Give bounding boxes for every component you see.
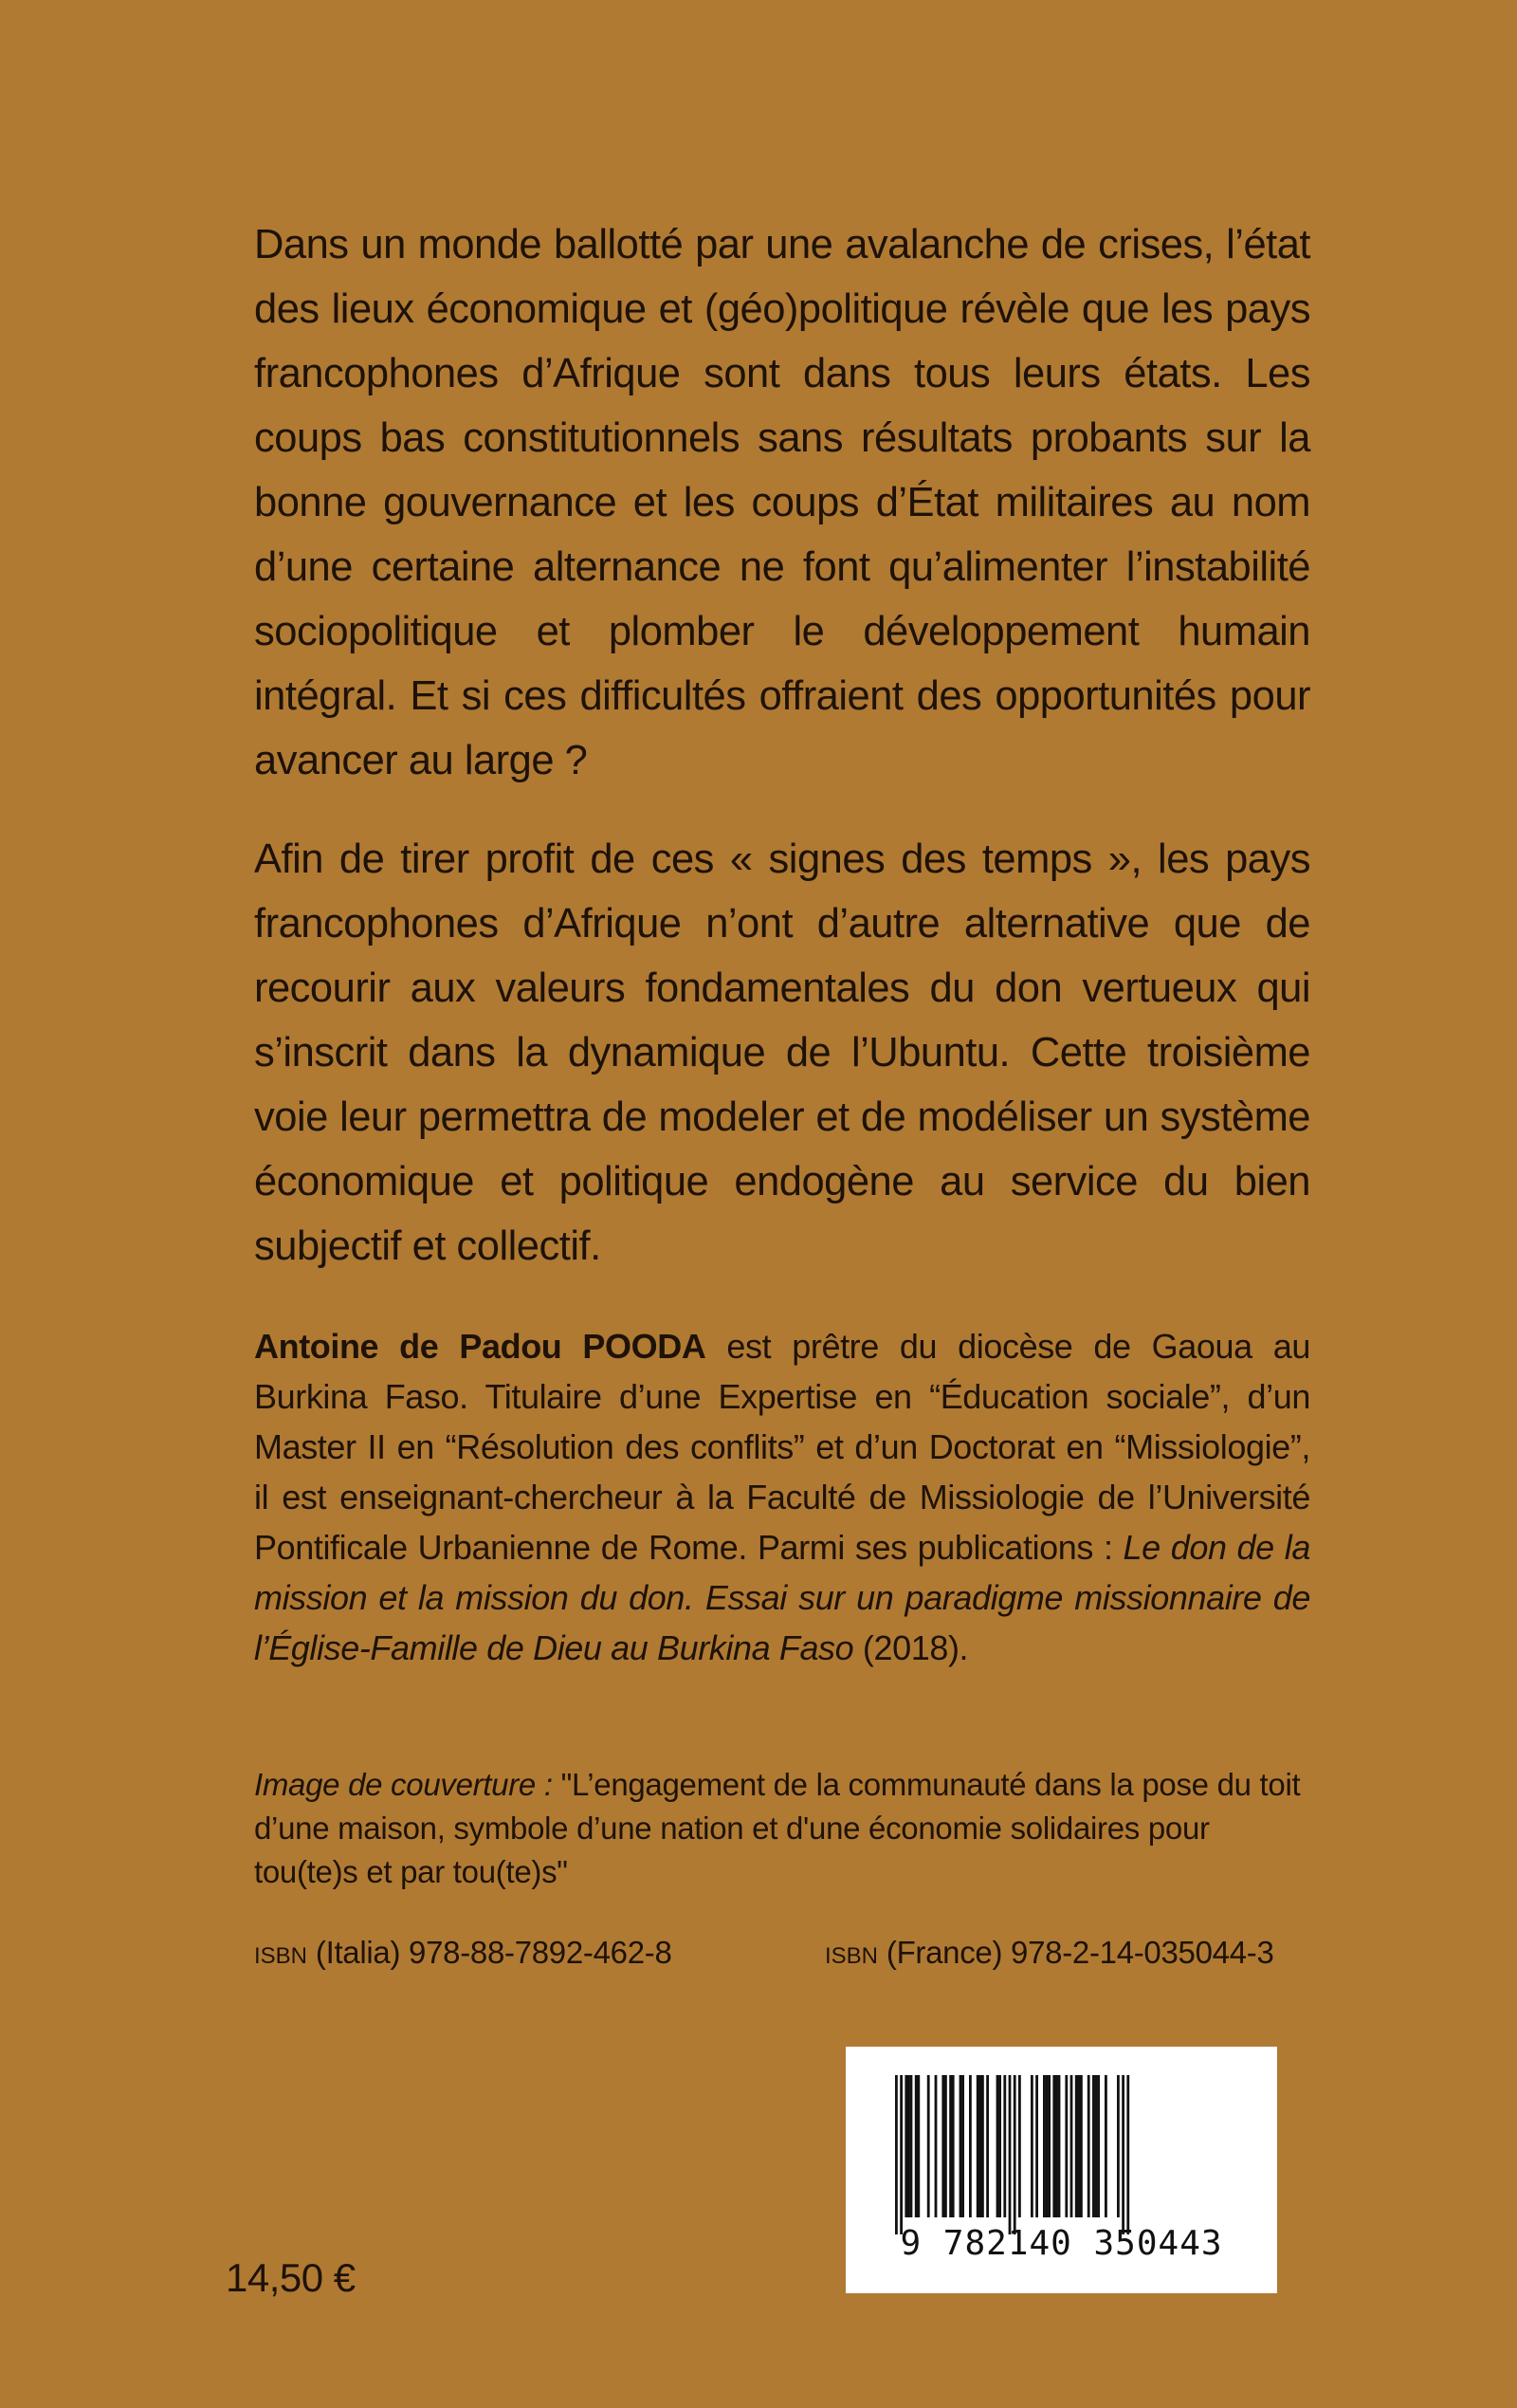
barcode-bar bbox=[952, 2075, 955, 2217]
price: 14,50 € bbox=[226, 2255, 356, 2300]
author-bio-paragraph bbox=[254, 1321, 1310, 1673]
barcode-bar bbox=[1035, 2075, 1038, 2217]
barcode-bar bbox=[1009, 2075, 1012, 2234]
barcode-bar bbox=[915, 2075, 918, 2217]
barcode-bar bbox=[986, 2075, 989, 2217]
barcode-bar bbox=[1003, 2075, 1006, 2217]
barcode bbox=[846, 2047, 1277, 2293]
barcode-bar bbox=[1092, 2075, 1095, 2217]
isbn-country-france: (France) bbox=[878, 1935, 1012, 1970]
barcode-bar bbox=[961, 2075, 964, 2217]
isbn-number-france: 978-2-14-035044-3 bbox=[1011, 1935, 1274, 1970]
barcode-bar bbox=[1055, 2075, 1058, 2217]
barcode-bar bbox=[1087, 2075, 1090, 2217]
barcode-bar bbox=[1105, 2075, 1107, 2217]
cover-credit-text: "L’engagement de la communauté dans la pose du toit d’une maison, symbole d’une nation et d'une économie solidaires pour tou(te)s et par tou(te)s" bbox=[254, 1767, 1301, 1889]
barcode-bar bbox=[996, 2075, 999, 2217]
isbn-italia bbox=[254, 1931, 672, 1978]
publication-title: Le don de la mission et la mission du don. Essai sur un paradigme missionnaire de l’Église-Famille de Dieu au Burkina Faso bbox=[254, 1528, 1310, 1667]
isbn-country-italia: (Italia) bbox=[307, 1935, 410, 1970]
author-bio bbox=[254, 1321, 1310, 1673]
barcode-bar bbox=[1058, 2075, 1061, 2217]
barcode-bar bbox=[969, 2075, 972, 2217]
barcode-bar bbox=[895, 2075, 898, 2234]
cover-image-credit bbox=[254, 1763, 1310, 1894]
barcode-bar bbox=[1080, 2075, 1083, 2217]
blurb-paragraph-2: Afin de tirer profit de ces « signes des temps », les pays francophones d’Afrique n’ont d’autre alternative que de recourir aux valeurs fondamentales du don vertueux qui s’inscrit dans la dynamique de l’Ubuntu. Cette troisième voie leur permettra de modeler et de modéliser un système économique et politique endogène au service du bien subjectif et collectif. bbox=[254, 836, 1310, 1269]
isbn-number-italia: 978-88-7892-462-8 bbox=[409, 1935, 672, 1970]
barcode-bar bbox=[1095, 2075, 1098, 2217]
barcode-bar bbox=[949, 2075, 952, 2217]
barcode-bar bbox=[1043, 2075, 1046, 2217]
author-bio-text: est prêtre du diocèse de Gaoua au Burkina Faso. Titulaire d’une Expertise en “Éducation sociale”, d’un Master II en “Résolution des conflits” et d’un Doctorat en “Missiologie”, il est enseignant-chercheur à la Faculté de Missiologie de l’Université Pontificale Urbanienne de Rome. Parmi ses publications : bbox=[254, 1327, 1311, 1567]
barcode-bar bbox=[1052, 2075, 1055, 2217]
barcode-bar bbox=[1097, 2075, 1100, 2217]
barcode-bar bbox=[935, 2075, 938, 2217]
back-cover-blurb bbox=[254, 212, 1310, 1278]
barcode-bar bbox=[1077, 2075, 1080, 2217]
barcode-digits: 9 782140 350443 bbox=[900, 2224, 1223, 2263]
barcode-bar bbox=[1065, 2075, 1068, 2217]
barcode-bar bbox=[910, 2075, 913, 2217]
barcode-bar bbox=[1070, 2075, 1073, 2217]
barcode-bar bbox=[1126, 2075, 1129, 2234]
barcode-bar bbox=[977, 2075, 979, 2217]
barcode-bar bbox=[1031, 2075, 1033, 2217]
isbn-france bbox=[825, 1931, 1274, 1978]
barcode-bar bbox=[917, 2075, 920, 2217]
barcode-bar bbox=[944, 2075, 947, 2217]
barcode-bar bbox=[1014, 2075, 1016, 2234]
barcode-bar bbox=[978, 2075, 981, 2217]
barcode-bar bbox=[1117, 2075, 1120, 2217]
barcode-bar bbox=[1122, 2075, 1124, 2234]
blurb-paragraph-1: Dans un monde ballotté par une avalanche de crises, l’état des lieux économique et (géo)politique révèle que les pays francophones d’Afrique sont dans tous leurs états. Les coups bas constitutionnels sans résultats probants sur la bonne gouvernance et les coups d’État militaires au nom d’une certaine alternance ne font qu’alimenter l’instabilité sociopolitique et plomber le développement humain intégral. Et si ces difficultés offraient des opportunités pour avancer au large ? bbox=[254, 222, 1310, 783]
isbn-label-france: ISBN bbox=[825, 1943, 879, 1969]
isbn-label-italia: ISBN bbox=[254, 1943, 308, 1969]
barcode-bar bbox=[907, 2075, 910, 2217]
barcode-bar bbox=[1048, 2075, 1051, 2217]
cover-credit-label: Image de couverture : bbox=[254, 1767, 553, 1802]
author-name: Antoine de Padou POODA bbox=[254, 1327, 706, 1366]
barcode-bar bbox=[905, 2075, 907, 2217]
publication-year: (2018). bbox=[853, 1628, 969, 1667]
barcode-bar bbox=[981, 2075, 984, 2217]
barcode-bar bbox=[998, 2075, 1001, 2217]
barcode-bar bbox=[900, 2075, 903, 2234]
barcode-bar bbox=[1046, 2075, 1049, 2217]
barcode-bar bbox=[1075, 2075, 1078, 2217]
barcode-bar bbox=[1018, 2075, 1021, 2217]
barcode-bar bbox=[960, 2075, 962, 2217]
barcode-bar bbox=[941, 2075, 944, 2217]
barcode-bar bbox=[927, 2075, 930, 2217]
